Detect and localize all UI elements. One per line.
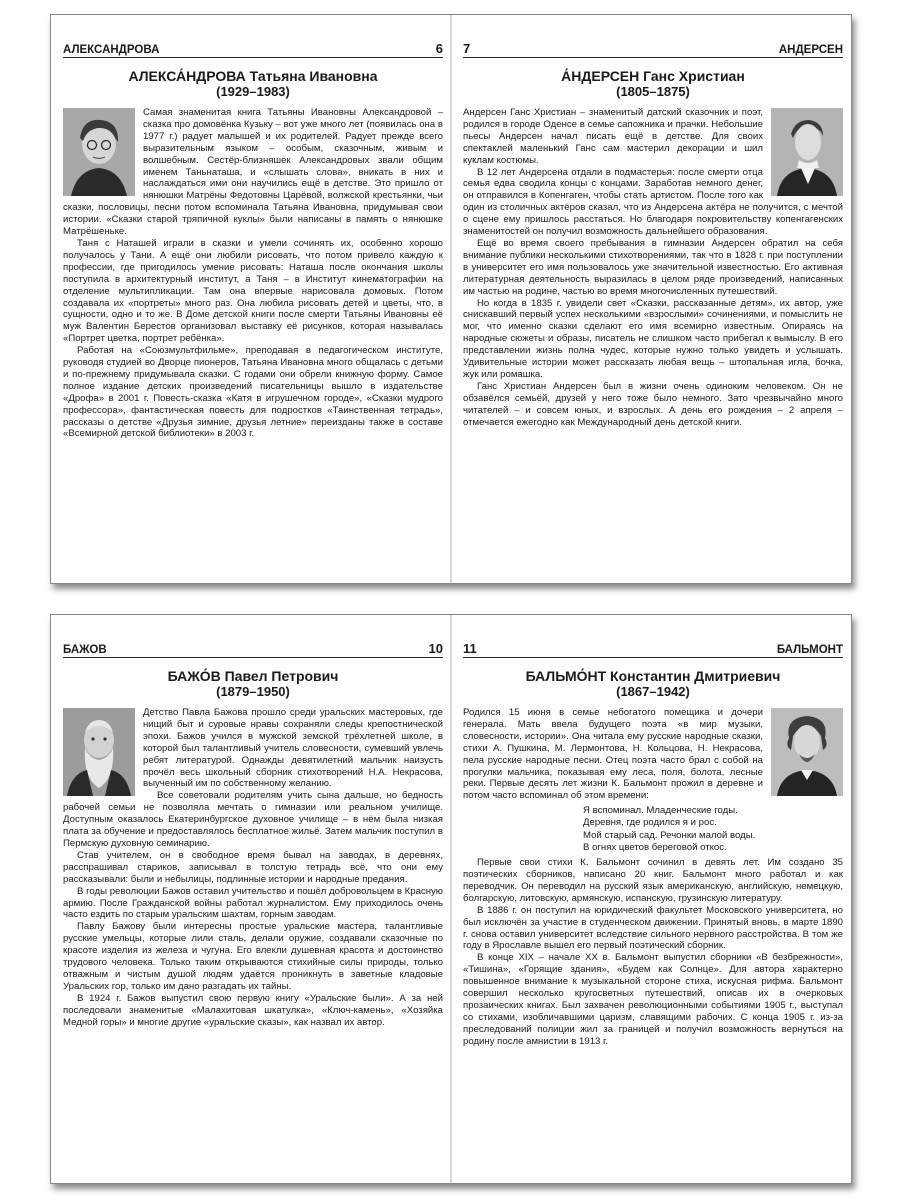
entry-dates: (1805–1875) — [616, 84, 690, 99]
poem-line: Деревня, где родился я и рос. — [583, 817, 717, 829]
poem-excerpt — [583, 805, 843, 854]
entry-body — [63, 707, 443, 1028]
paragraph: В конце XIX – начале XX в. Бальмонт выпустил сборники «В безбрежности», «Тишина», «Горящие здания», «Будем как Солнце». Для автора характерно повышенное внимание к музыкальной стороне стиха, искусная рифма. Бальмонт совершил несколько кругосветных путешествий, описав их в очерковых прозаических книгах. Был захвачен революционными событиями 1905 г., выступал со стихами, изобличавшими царизм, славящими рабочих. С конца 1905 г. из-за преследований полиции жил за границей и получил возможность вернуться на родину после амнистии в 1913 г. — [463, 952, 843, 1047]
entry-body — [463, 107, 843, 428]
entry-dates: (1867–1942) — [616, 684, 690, 699]
paragraph: Ещё во время своего пребывания в гимназии Андерсен обратил на себя внимание публики несколькими стихотворениями, так что в 1828 г. при поступлении в университет его имя пользовалось уже значительной известностью. Его активная литературная деятельность выразилась в целом ряде произведений, написанных им частью на родине, частью во время многочисленных путешествий. — [463, 237, 843, 297]
curly-haired-man-portrait-photo-icon — [771, 708, 843, 796]
paragraph: Первые свои стихи К. Бальмонт сочинил в девять лет. Им создано 35 поэтических сборников, написано 20 книг. Бальмонт много работал и как переводчик. Он переводил на русский язык американскую, английскую, немецкую, болгарскую, литовскую, армянскую, испанскую, грузинскую литературу. — [463, 857, 843, 904]
paragraph: Работая на «Союзмультфильме», преподавая в педагогическом институте, руководя студией во Дворце пионеров, Татьяна Ивановна много общалась с детьми и по-прежнему придумывала сказки. С годами они обрели книжную форму. Самое полное издание детских произведений писательницы вышло в издательстве «Дрофа» в 2001 г. Повесть-сказка «Катя в игрушечном городе», «Сказки мудрого профессора», фантастическая повесть для подростков «Таинственная тетрадь», рассказы о детстве «Друзья зимние, друзья летние» переизданы также в составе «Всемирной детской библиотеки» в 2003 г. — [63, 345, 443, 440]
paragraph: В 1924 г. Бажов выпустил свою первую книгу «Уральские были». А за ней последовали знаменитые «Малахитовая шкатулка», «Ключ-камень», «Хозяйка Медной горы» и многие другие «уральские сказы», как назвал их автор. — [63, 992, 443, 1028]
paragraph: Родился 15 июня в семье небогатого помещика и дочери генерала. Мать ввела будущего поэта «в мир музыки, словесности, истории». Она читала ему русские народные сказки, стихи А. Пушкина, М. Лермонтова, Н. Кольцова, Н. Некрасова, пела русские народные песни. Отец поэта часто брал с собой на прогулки мальчика, показывая ему леса, поля, болота, лесные реки. Первые десять лет жизни К. Бальмонт прожил в деревне и потом часто вспоминал об этом времени: — [463, 707, 763, 802]
poem-line: Я вспоминал. Младенческие годы. — [583, 805, 738, 817]
poem-line: В огнях цветов береговой откос. — [583, 841, 727, 853]
entry-title: БАЛЬМО́НТ Константин Дмитриевич — [525, 668, 781, 684]
running-head-title: БАЛЬМОНТ — [776, 644, 843, 656]
running-header — [463, 615, 843, 658]
woman-portrait-photo-icon — [63, 108, 135, 196]
page-number: 10 — [428, 641, 443, 656]
poem-line: Мой старый сад. Речонки малой воды. — [583, 829, 756, 841]
running-head-title: АНДЕРСЕН — [778, 44, 843, 56]
bearded-man-portrait-photo-icon — [63, 708, 135, 796]
running-head-title: АЛЕКСАНДРОВА — [63, 44, 160, 56]
paragraph: Андерсен Ганс Христиан – знаменитый датский сказочник и поэт, родился в городе Оденсе в семье сапожника и прачки. Небольшие пьесы Андерсен начал писать ещё в детстве. Для своих спектаклей маленький Ганс сам мастерил декорации и шил куклам костюмы. — [463, 107, 763, 166]
page-number: 7 — [463, 41, 471, 56]
spine-gutter — [450, 615, 452, 1183]
page-10 — [63, 615, 443, 1183]
paragraph: В годы революции Бажов оставил учительство и пошёл добровольцем в Красную армию. После Гражданской войны работал журналистом. Ему приходилось очень часто ездить по старым уральским шахтам, горным заводам. — [63, 885, 443, 921]
page-number: 11 — [463, 641, 477, 656]
running-header — [63, 15, 443, 58]
page-7 — [463, 15, 843, 583]
book-spread-top — [50, 14, 852, 584]
paragraph: Ганс Христиан Андерсен был в жизни очень одиноким человеком. Он не обзавёлся семьёй, друзей у него тоже было немного. Зато чрезвычайно много читателей – и совсем юных, и взрослых. А день его рождения – 2 апреля – отмечается ежегодно как Международный день детской книги. — [463, 380, 843, 428]
entry-dates: (1929–1983) — [216, 84, 290, 99]
entry-body — [63, 107, 443, 440]
paragraph: Но когда в 1835 г. увидели свет «Сказки, рассказанные детям», их автор, уже снискавший первый успех несколькими «взрослыми» сочинениями, и помыслить не мог, что именно сказки сделают его имя всемирно известным. Опираясь на народные сюжеты и образы, писатель не слишком часто прибегал к вымыслу. В его представлении жизнь полна чудес, которые нужно только увидеть и услышать. Удивительные истории может рассказать любая вещь – штопальная игла, бочка, жук или ромашка. — [463, 297, 843, 380]
entry-body — [463, 707, 843, 1048]
paragraph: Самая знаменитая книга Татьяны Ивановны Александровой – сказка про домовёнка Кузьку – вот уже много лет (появилась она в 1977 г.) радует малышей и их родителей. Радует прежде всего выразительным языком – особым, сказочным, живым и волшебным. Сестёр-близняшек Александровых звали общим именем Таньнаташа, и «слышать слова», вникать в них и наслаждаться ими они научились ещё в детстве. Это пришло от нянюшки Матрёны Федотовны Царёвой, волжской крестьянки, чьи сказки, пословицы, песни потом вспоминала Татьяна Ивановна, придумывая свои истории. «Сказки старой тряпичной куклы» были написаны в память о нянюшке Матрёшеньке. — [63, 107, 443, 238]
page-number: 6 — [435, 41, 443, 56]
paragraph: Павлу Бажову были интересны простые уральские мастера, талантливые русские умельцы, которые лили сталь, делали оружие, создавали сказочные по красоте изделия из железа и чугуна. Его влекли душевная красота и достоинство трудового человека. Только таким открываются стихийные силы природы, только отважным и чистым душой людям удаётся проникнуть в заветные кладовые Уральских гор, только им дано разгадать их тайны. — [63, 921, 443, 992]
paragraph: В 12 лет Андерсена отдали в подмастерья: после смерти отца семья едва сводила концы с концами. Заработав немного денег, он отправился в Копенгаген, чтобы стать артистом. После того как один из столичных актёров сказал, что из Андерсена актёра не получится, с мечтой о сцене ему пришлось расстаться. Но благодаря покровительству копенгагенских знаменитостей он получил возможность дальнейшего образования. — [463, 166, 843, 238]
running-header — [63, 615, 443, 658]
spine-gutter — [450, 15, 452, 583]
paragraph: Став учителем, он в свободное время бывал на заводах, в деревнях, расспрашивал стариков, записывал в толстую тетрадь всё, что они ему рассказывали: были и небылицы, подлинные истории и народные предания. — [63, 849, 443, 885]
paragraph: В 1886 г. он поступил на юридический факультет Московского университета, но был исключён за участие в студенческом движении. Принятый вновь, в марте 1890 г. снова оставил университет вследствие сильного нервного расстройства. В том же году в Ярославле вышел его первый поэтический сборник. — [463, 904, 843, 952]
book-spread-bottom — [50, 614, 852, 1184]
running-header — [463, 15, 843, 58]
paragraph: Детство Павла Бажова прошло среди уральских мастеровых, где нищий быт и суровые нравы сохраняли следы крепостнической эпохи. Бажов учился в мужской земской трёхлетней школе, в которой был талантливый учитель словесности, сумевший увлечь ребят литературой. Однажды девятилетний мальчик наизусть прочёл весь школьный сборник стихотворений Н.А. Некрасова, выученный им по собственному желанию. — [143, 707, 443, 790]
paragraph: Все советовали родителям учить сына дальше, но бедность рабочей семьи не позволяла мечтать о гимназии или реальном училище. Доступным оказалось Екатеринбургское духовное училище – в нём была низкая плата за обучение и предоставлялось бесплатное жильё. Затем мальчик поступил в Пермскую духовную семинарию. — [63, 790, 443, 849]
page-6 — [63, 15, 443, 583]
running-head-title: БАЖОВ — [63, 644, 107, 656]
man-portrait-engraving-icon — [771, 108, 843, 196]
entry-dates: (1879–1950) — [216, 684, 290, 699]
entry-title: БАЖО́В Павел Петрович — [167, 668, 339, 684]
paragraph: Таня с Наташей играли в сказки и умели сочинять их, особенно хорошо получалось у Тани. А ещё они любили рисовать, что потом привело каждую к профессии, где пригодилось умение рисовать: Наташа после окончания школы поступила в архитектурный институт, а Таня – в Институт кинематографии на отделение мультипликации. Там она впервые нарисовала домовых. Потом создавала их «портреты» много раз. Она любила рисовать детей и цветы, что, в сущности, одно и то же. В Доме детской книги после смерти Татьяны Ивановны её муж Валентин Берестов организовал выставку её рисунков, которая называлась «Портрет цветка, портрет ребёнка». — [63, 237, 443, 345]
entry-title: А́НДЕРСЕН Ганс Христиан — [561, 68, 745, 84]
entry-title: АЛЕКСА́НДРОВА Татьяна Ивановна — [128, 68, 378, 84]
page-11 — [463, 615, 843, 1183]
